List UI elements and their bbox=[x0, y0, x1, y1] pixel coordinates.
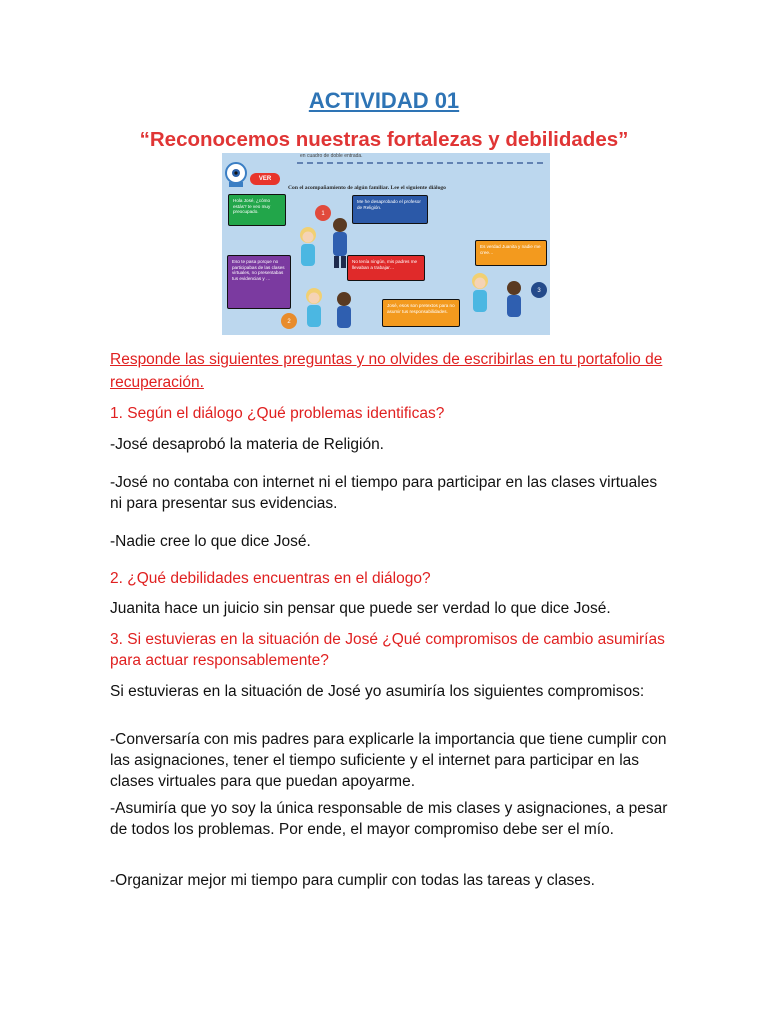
step-number-2: 2 bbox=[287, 319, 291, 325]
dialogue-bubble-1: Hola José, ¿cómo estás? te veo muy preocupado. bbox=[228, 194, 286, 226]
answer-3-line-1: Si estuvieras en la situación de José yo asumiría los siguientes compromisos: bbox=[110, 683, 645, 700]
dialogue-bubble-2: Me he desaprobado el profesor de Religión. bbox=[352, 195, 428, 224]
answer-1-line-1: -José desaprobó la materia de Religión. bbox=[110, 436, 384, 453]
answer-2-line-1: Juanita hace un juicio sin pensar que puede ser verdad lo que dice José. bbox=[110, 600, 611, 617]
question-2 bbox=[110, 568, 670, 589]
eye-mascot-icon bbox=[226, 163, 246, 187]
question-1 bbox=[110, 403, 670, 424]
dialogue-illustration bbox=[222, 153, 550, 335]
question-1-text: Según el diálogo ¿Qué problemas identificas? bbox=[127, 405, 445, 422]
answer-3-line-2: -Conversaría con mis padres para explicarle la importancia que tiene cumplir con las asignaciones, tener el tiempo suficiente y el internet para participar en las clases virtuales para que puedan apoyarme. bbox=[110, 731, 667, 790]
answer-1-line-3: -Nadie cree lo que dice José. bbox=[110, 533, 311, 550]
juanita-figure-1 bbox=[300, 227, 316, 266]
header-strip: en cuadro de doble entrada. bbox=[300, 153, 363, 159]
juanita-figure-2 bbox=[306, 288, 322, 327]
question-2-number: 2. bbox=[110, 570, 123, 587]
dialogue-bubble-5: Es verdad Juanita y nadie me cree… bbox=[475, 240, 547, 266]
jose-figure-3 bbox=[507, 281, 521, 317]
activity-title: ACTIVIDAD 01 bbox=[308, 88, 460, 113]
ver-badge: VER bbox=[250, 173, 280, 185]
dialogue-bubble-3: Eso te pasa porque no participabas de las clases virtuales, no presentabas tus evidencias y … bbox=[227, 255, 291, 309]
question-1-number: 1. bbox=[110, 405, 123, 422]
step-number-1: 1 bbox=[321, 211, 325, 217]
dialogue-bubble-6: José, esos son pretextos para no asumir tus responsabilidades. bbox=[382, 299, 460, 327]
question-3 bbox=[110, 629, 670, 671]
step-number-3: 3 bbox=[537, 288, 541, 294]
jose-figure-2 bbox=[337, 292, 351, 328]
answer-1-line-2: -José no contaba con internet ni el tiempo para participar en las clases virtuales ni para presentar sus evidencias. bbox=[110, 474, 658, 512]
question-2-text: ¿Qué debilidades encuentras en el diálogo? bbox=[127, 570, 431, 587]
answer-3-line-4: -Organizar mejor mi tiempo para cumplir con todas las tareas y clases. bbox=[110, 872, 595, 889]
question-3-number: 3. bbox=[110, 631, 123, 648]
instructions-text: Responde las siguientes preguntas y no olvides de escribirlas en tu portafolio de recuperación. bbox=[110, 351, 663, 391]
answer-3-line-3: -Asumiría que yo soy la única responsable de mis clases y asignaciones, a pesar de todos los problemas. Por ende, el mayor compromiso debe ser el mío. bbox=[110, 800, 668, 838]
dialogue-bubble-4: No tenía ningún, mis padres me llevaban a trabajar… bbox=[347, 255, 425, 281]
activity-subtitle: “Reconocemos nuestras fortalezas y debilidades” bbox=[139, 128, 629, 151]
question-3-text: Si estuvieras en la situación de José ¿Qué compromisos de cambio asumirías para actuar responsablemente? bbox=[110, 631, 665, 669]
juanita-figure-3 bbox=[472, 273, 488, 312]
dialogue-caption: Con el acompañamiento de algún familiar. Lee el siguiente diálogo bbox=[288, 185, 446, 191]
